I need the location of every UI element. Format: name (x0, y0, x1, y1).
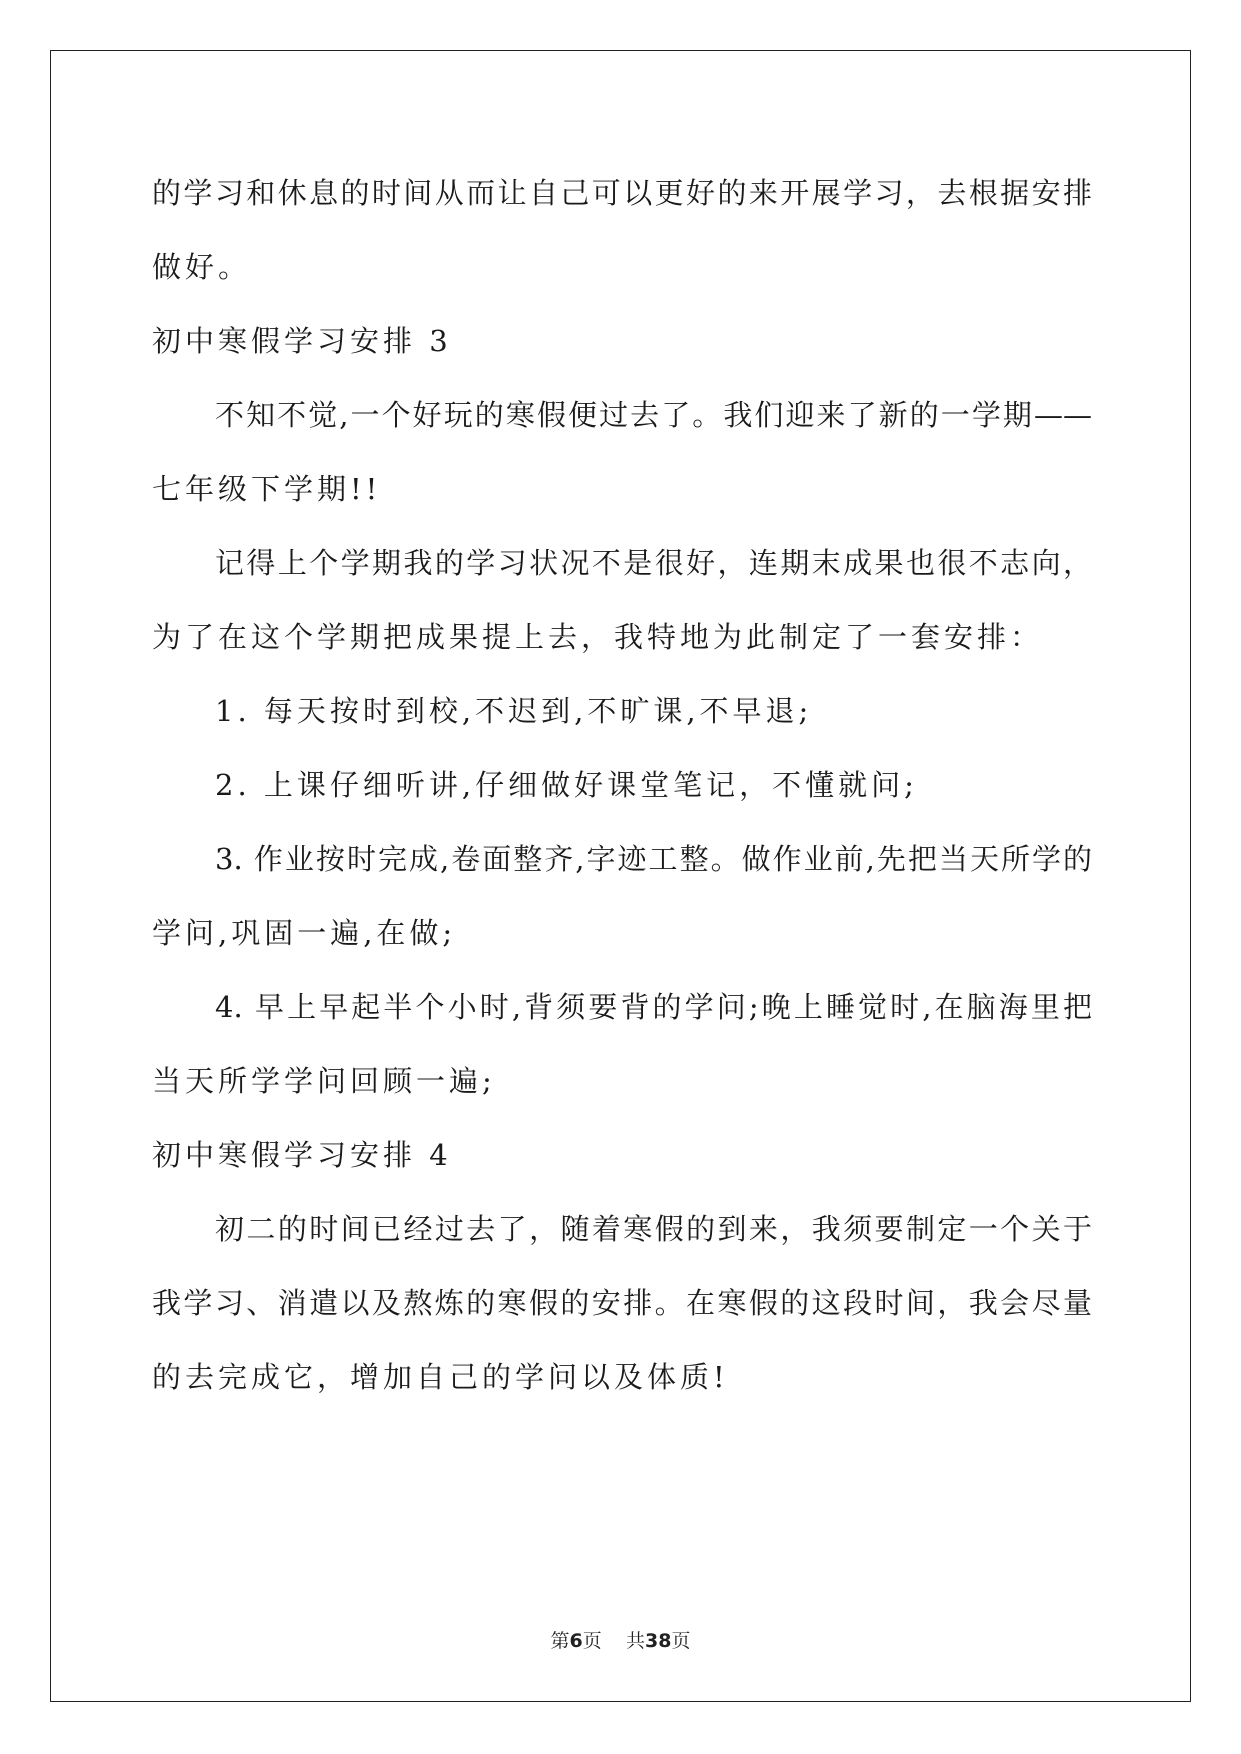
text-line: 七年级下学期!! (152, 472, 382, 506)
text-line: 的学习和休息的时间从而让自己可以更好的来开展学习，去根据安排 (152, 176, 1092, 210)
document-body (152, 156, 1092, 1414)
text-line: 当天所学学问回顾一遍; (152, 1064, 496, 1098)
text-line: 的去完成它，增加自己的学问以及体质! (152, 1360, 729, 1394)
section-heading: 初中寒假学习安排 4 (152, 1138, 452, 1172)
list-item: 2. 上课仔细听讲,仔细做好课堂笔记，不懂就问; (215, 768, 918, 802)
footer-page-suffix: 页 (582, 1630, 602, 1652)
list-item: 4. 早上早起半个小时,背须要背的学问;晚上睡觉时,在脑海里把 (215, 990, 1092, 1024)
text-line: 做好。 (152, 250, 252, 284)
text-line: 为了在这个学期把成果提上去，我特地为此制定了一套安排： (152, 620, 1044, 654)
page-footer (0, 1626, 1241, 1653)
text-line: 记得上个学期我的学习状况不是很好，连期末成果也很不志向， (215, 546, 1092, 580)
total-page-count: 38 (644, 1630, 672, 1652)
current-page-number: 6 (569, 1630, 583, 1652)
text-line: 初二的时间已经过去了，随着寒假的到来，我须要制定一个关于 (215, 1212, 1092, 1246)
footer-prefix: 第 (550, 1630, 570, 1652)
footer-total-suffix: 页 (671, 1630, 691, 1652)
text-line: 不知不觉,一个好玩的寒假便过去了。我们迎来了新的一学期—— (215, 398, 1092, 432)
section-heading: 初中寒假学习安排 3 (152, 324, 452, 358)
list-item: 3. 作业按时完成,卷面整齐,字迹工整。做作业前,先把当天所学的 (215, 842, 1092, 876)
text-line: 我学习、消遣以及熬炼的寒假的安排。在寒假的这段时间，我会尽量 (152, 1286, 1092, 1320)
text-line: 学问,巩固一遍,在做; (152, 916, 457, 950)
list-item: 1. 每天按时到校,不迟到,不旷课,不早退; (215, 694, 813, 728)
footer-total-prefix: 共 (625, 1630, 645, 1652)
